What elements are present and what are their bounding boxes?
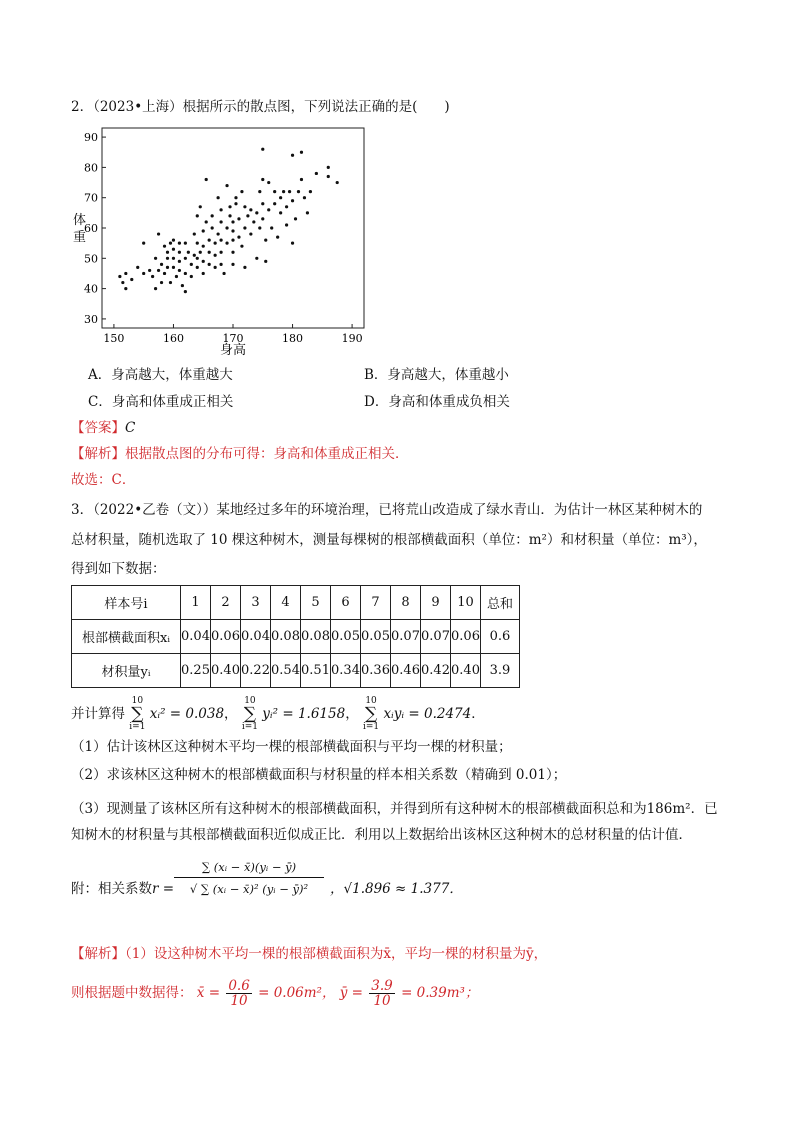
scatter-point [294, 217, 297, 220]
scatter-point [231, 220, 234, 223]
scatter-point [163, 272, 166, 275]
scatter-point [142, 242, 145, 245]
x-axis-label: 身高 [219, 343, 247, 358]
scatter-point [291, 242, 294, 245]
y-tick-label: 90 [84, 131, 98, 145]
scatter-point [118, 275, 121, 278]
sum-xy: xᵢyᵢ = 0.2474 [383, 706, 472, 722]
scatter-point [291, 154, 294, 157]
scatter-point [184, 257, 187, 260]
scatter-point [240, 245, 243, 248]
scatter-point [205, 178, 208, 181]
scatter-point [214, 266, 217, 269]
scatter-point [157, 232, 160, 235]
scatter-point [196, 242, 199, 245]
y-tick-label: 50 [84, 252, 98, 266]
sums-line: 并计算得 10 ∑ i=1 xᵢ² = 0.038， 10 ∑ i=1 yᵢ² = 1.6158， 10 ∑ i=1 xᵢyᵢ = 0.2474． [71, 696, 485, 732]
scatter-chart [78, 124, 378, 360]
scatter-point [190, 275, 193, 278]
scatter-point [243, 266, 246, 269]
scatter-point [217, 196, 220, 199]
option-b: B．身高越大，体重越小 [364, 367, 509, 383]
scatter-point [184, 272, 187, 275]
data-table [71, 585, 520, 688]
scatter-point [217, 232, 220, 235]
scatter-point [234, 196, 237, 199]
q3-analysis2: 则根据题中数据得： x̄ = $\frac{0.6}{10}$ = 0.06m²， ȳ = $\frac{3.9}{10}$ = 0.39m³； [71, 978, 479, 1009]
scatter-point [309, 190, 312, 193]
answer-value: C [125, 420, 136, 436]
scatter-point [184, 290, 187, 293]
y-tick-label: 30 [84, 312, 98, 326]
scatter-point [214, 242, 217, 245]
scatter-point [148, 269, 151, 272]
scatter-point [231, 251, 234, 254]
scatter-point [205, 220, 208, 223]
scatter-point [279, 211, 282, 214]
scatter-point [187, 251, 190, 254]
scatter-point [151, 275, 154, 278]
scatter-point [261, 178, 264, 181]
scatter-point [154, 287, 157, 290]
analysis-line [71, 445, 409, 463]
scatter-point [202, 272, 205, 275]
q2-stem: 2．（2023•上海）根据所示的散点图，下列说法正确的是( ) [71, 99, 450, 115]
scatter-point [219, 220, 222, 223]
scatter-point [237, 235, 240, 238]
scatter-point [273, 202, 276, 205]
scatter-point [184, 242, 187, 245]
q3-line3: 得到如下数据： [71, 561, 166, 577]
scatter-point [252, 220, 255, 223]
scatter-point [124, 272, 127, 275]
scatter-point [261, 202, 264, 205]
scatter-point [231, 229, 234, 232]
scatter-point [237, 217, 240, 220]
scatter-point [130, 278, 133, 281]
scatter-point [327, 166, 330, 169]
scatter-point [219, 239, 222, 242]
scatter-point [300, 178, 303, 181]
scatter-point [243, 226, 246, 229]
choose-line: 故选：C． [71, 472, 136, 488]
scatter-point [202, 245, 205, 248]
table-row: 材积量yᵢ 0.25 0.40 0.22 0.54 0.51 0.34 0.36 0.46 0.42 0.40 3.9 [72, 654, 520, 688]
scatter-point [264, 239, 267, 242]
scatter-point [124, 287, 127, 290]
scatter-point [160, 263, 163, 266]
scatter-point [181, 284, 184, 287]
scatter-point [172, 248, 175, 251]
option-a: A．身高越大，体重越大 [88, 367, 233, 383]
answer-tag: 【答案】 [71, 420, 125, 436]
scatter-point [193, 254, 196, 257]
scatter-point [172, 266, 175, 269]
scatter-point [291, 199, 294, 202]
scatter-point [160, 281, 163, 284]
scatter-point [228, 214, 231, 217]
scatter-point [222, 272, 225, 275]
scatter-point [225, 184, 228, 187]
scatter-point [258, 190, 261, 193]
scatter-point [157, 269, 160, 272]
plot-frame [102, 128, 364, 328]
scatter-point [172, 239, 175, 242]
q3-line2: 总材积量，随机选取了 10 棵这种树木，测量每棵树的根部横截面积（单位：m²）和材积量（单位：m³）， [71, 532, 707, 548]
scatter-point [306, 211, 309, 214]
scatter-point [240, 190, 243, 193]
x-tick-label: 150 [103, 332, 125, 345]
scatter-point [270, 226, 273, 229]
scatter-point [288, 190, 291, 193]
y-tick-label: 40 [84, 282, 98, 296]
scatter-point [166, 251, 169, 254]
scatter-point [255, 211, 258, 214]
scatter-point [219, 208, 222, 211]
scatter-point [178, 260, 181, 263]
y-tick-label: 80 [84, 161, 98, 175]
scatter-point [243, 205, 246, 208]
scatter-point [264, 260, 267, 263]
scatter-point [261, 217, 264, 220]
x-tick-label: 160 [162, 332, 184, 345]
y-tick-label: 70 [84, 191, 98, 205]
scatter-point [208, 263, 211, 266]
xbar-fraction: $\frac{0.6}{10}$ [228, 978, 250, 1009]
scatter-point [178, 269, 181, 272]
scatter-point [163, 245, 166, 248]
part1: （1）估计该林区这种树木平均一棵的根部横截面积与平均一棵的材积量； [71, 739, 512, 755]
scatter-point [172, 257, 175, 260]
scatter-point [219, 263, 222, 266]
scatter-point [303, 196, 306, 199]
scatter-point [267, 181, 270, 184]
scatter-point [121, 281, 124, 284]
scatter-point [225, 226, 228, 229]
scatter-point [228, 205, 231, 208]
corr-formula: ∑ (xᵢ − x̄)(yᵢ − ȳ) √ ∑ (xᵢ − x̄)² (yᵢ − ȳ)² [174, 860, 324, 896]
scatter-point [154, 257, 157, 260]
scatter-point [315, 172, 318, 175]
scatter-point [142, 272, 145, 275]
scatter-point [285, 223, 288, 226]
x-tick-label: 180 [282, 332, 304, 345]
scatter-point [169, 242, 172, 245]
scatter-point [258, 226, 261, 229]
scatter-point [166, 257, 169, 260]
sum-y2: yᵢ² = 1.6158 [262, 706, 346, 722]
scatter-point [231, 263, 234, 266]
sum-x2: xᵢ² = 0.038 [149, 706, 225, 722]
analysis-tag: 【解析】 [71, 446, 125, 462]
scatter-point [199, 251, 202, 254]
scatter-point [249, 232, 252, 235]
scatter-point [193, 232, 196, 235]
scatter-point [175, 275, 178, 278]
scatter-point [225, 242, 228, 245]
scatter-point [208, 251, 211, 254]
scatter-point [202, 260, 205, 263]
scatter-point [297, 190, 300, 193]
scatter-point [211, 214, 214, 217]
x-tick-label: 190 [341, 332, 363, 345]
scatter-point [267, 208, 270, 211]
sqrt-note: ，√1.896 ≈ 1.377． [330, 881, 463, 897]
part3a: （3）现测量了该林区所有这种树木的根部横截面积，并得到所有这种树木的根部横截面积总和为186m²．已 [71, 801, 718, 817]
scatter-point [234, 202, 237, 205]
scatter-point [214, 254, 217, 257]
analysis-text: 根据散点图的分布可得：身高和体重成正相关． [125, 446, 409, 462]
scatter-point [261, 148, 264, 151]
part2: （2）求该林区这种树木的根部横截面积与材积量的样本相关系数（精确到 0.01）； [71, 767, 567, 783]
scatter-point [300, 151, 303, 154]
scatter-point [196, 266, 199, 269]
scatter-point [219, 251, 222, 254]
scatter-point [249, 208, 252, 211]
y-axis-label: 体重 [73, 213, 87, 245]
scatter-point [199, 205, 202, 208]
x-tick-label: 170 [222, 332, 244, 345]
ybar-fraction: $\frac{3.9}{10}$ [371, 978, 393, 1009]
scatter-point [336, 181, 339, 184]
scatter-point [190, 263, 193, 266]
scatter-point [196, 257, 199, 260]
scatter-point [178, 242, 181, 245]
appendix-prefix: 附：相关系数r = [71, 881, 175, 897]
scatter-point [276, 235, 279, 238]
q3-analysis1: 【解析】（1）设这种树木平均一棵的根部横截面积为x̄，平均一棵的材积量为ȳ， [71, 946, 548, 962]
scatter-point [273, 190, 276, 193]
scatter-point [327, 175, 330, 178]
option-c: C．身高和体重成正相关 [88, 394, 234, 410]
scatter-point [231, 239, 234, 242]
scatter-point [255, 257, 258, 260]
scatter-point [178, 251, 181, 254]
scatter-point [279, 196, 282, 199]
scatter-point [166, 266, 169, 269]
option-d: D．身高和体重成负相关 [364, 394, 510, 410]
scatter-point [246, 214, 249, 217]
scatter-point [282, 190, 285, 193]
scatter-point [202, 229, 205, 232]
part3b: 知树木的材积量与其根部横截面积近似成正比．利用以上数据给出该林区这种树木的总材积量的估计值． [71, 827, 692, 843]
table-row: 样本号i 1 2 3 4 5 6 7 8 9 10 总和 [72, 586, 520, 620]
answer-line [71, 419, 135, 437]
scatter-point [208, 239, 211, 242]
q3-line1: 3．（2022•乙卷（文））某地经过多年的环境治理，已将荒山改造成了绿水青山．为估计一林区某种树木的 [71, 502, 703, 518]
scatter-point [196, 214, 199, 217]
scatter-point [169, 281, 172, 284]
y-tick-label: 60 [84, 222, 98, 235]
scatter-point [285, 205, 288, 208]
scatter-point [211, 226, 214, 229]
scatter-point [136, 266, 139, 269]
table-row: 根部横截面积xᵢ 0.04 0.06 0.04 0.08 0.08 0.05 0.05 0.07 0.07 0.06 0.6 [72, 620, 520, 654]
